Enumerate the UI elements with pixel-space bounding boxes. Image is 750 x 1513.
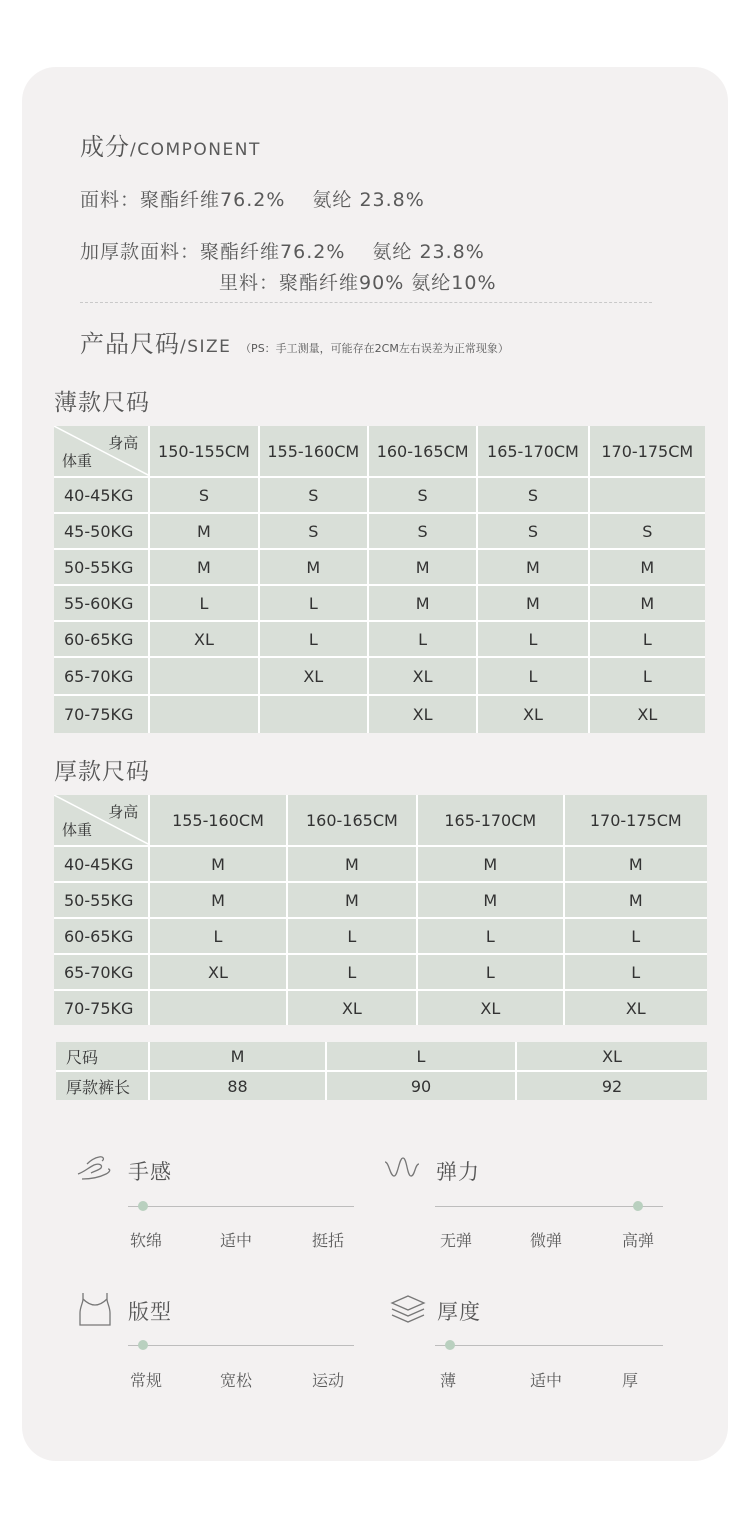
thin-header-row xyxy=(54,426,705,478)
thin-row xyxy=(54,658,705,696)
attribute-level-dot xyxy=(633,1201,643,1211)
thin-cell xyxy=(590,478,705,514)
attribute-slider-track xyxy=(128,1345,354,1346)
thick-col-header-3: 170-175CM xyxy=(565,795,707,847)
thin-cell: M xyxy=(478,586,589,622)
thin-cell: XL xyxy=(369,658,478,696)
attribute-slider-track xyxy=(128,1206,354,1207)
thin-cell: M xyxy=(369,586,478,622)
thin-row-header: 50-55KG xyxy=(54,550,150,586)
size-title-cn: 产品尺码 xyxy=(80,330,180,358)
thick-col-header-0: 155-160CM xyxy=(150,795,287,847)
size-note: （PS：手工测量，可能存在2CM左右误差为正常现象） xyxy=(240,342,509,355)
attribute-level-dot xyxy=(138,1340,148,1350)
attribute-option: 薄 xyxy=(440,1371,457,1390)
thick-cell: L xyxy=(565,919,707,955)
thick-row-header: 40-45KG xyxy=(54,847,150,883)
thin-cell: XL xyxy=(369,696,478,733)
attribute-slider-track xyxy=(435,1206,663,1207)
lining-value: 聚酯纤维90% 氨纶10% xyxy=(279,272,497,294)
attribute-level-dot xyxy=(138,1201,148,1211)
thick-cell: M xyxy=(288,883,418,919)
attribute-option: 高弹 xyxy=(622,1231,655,1250)
thick-cell: M xyxy=(288,847,418,883)
thin-row-header: 40-45KG xyxy=(54,478,150,514)
thin-corner-height: 身高 xyxy=(108,434,139,452)
length-length-value: 90 xyxy=(327,1072,517,1100)
size-title-en: /SIZE xyxy=(180,337,232,357)
thick-row-header: 60-65KG xyxy=(54,919,150,955)
thick-cell: XL xyxy=(565,991,707,1025)
thin-col-header-0: 150-155CM xyxy=(150,426,259,478)
thin-row-header: 60-65KG xyxy=(54,622,150,658)
thin-cell: S xyxy=(260,514,369,550)
attribute-option: 挺括 xyxy=(312,1231,345,1250)
thick-fabric-line xyxy=(80,237,485,264)
lining-line xyxy=(219,268,497,295)
thin-col-header-1: 155-160CM xyxy=(260,426,369,478)
thick-size-title: 厚款尺码 xyxy=(54,759,150,785)
thin-row-header: 65-70KG xyxy=(54,658,150,696)
thin-cell: XL xyxy=(150,622,259,658)
thin-cell: L xyxy=(260,622,369,658)
thick-row xyxy=(54,847,707,883)
thin-cell: XL xyxy=(260,658,369,696)
fabric-label: 面料： xyxy=(80,189,141,211)
thin-cell xyxy=(150,696,259,733)
attribute-title: 版型 xyxy=(128,1300,172,1324)
thick-cell: L xyxy=(150,919,287,955)
fit-icon xyxy=(75,1290,115,1332)
thick-cell: M xyxy=(565,847,707,883)
thick-cell: XL xyxy=(150,955,287,991)
thick-cell: M xyxy=(150,883,287,919)
divider xyxy=(80,302,652,303)
thin-cell: S xyxy=(478,514,589,550)
thick-cell: M xyxy=(150,847,287,883)
thick-cell: XL xyxy=(288,991,418,1025)
length-table-row xyxy=(56,1072,707,1100)
thin-corner-weight: 体重 xyxy=(62,452,93,470)
attribute-option: 软绵 xyxy=(130,1231,163,1250)
thin-cell: L xyxy=(369,622,478,658)
attribute-option: 运动 xyxy=(312,1371,345,1390)
attribute-option: 常规 xyxy=(130,1371,163,1390)
component-title-en: /COMPONENT xyxy=(130,140,261,160)
thin-cell: L xyxy=(478,658,589,696)
thick-fabric-value: 聚酯纤维76.2% 氨纶 23.8% xyxy=(200,241,485,263)
thin-size-table xyxy=(54,426,705,733)
lining-label: 里料： xyxy=(219,272,280,294)
thick-cell: L xyxy=(565,955,707,991)
thin-cell xyxy=(150,658,259,696)
thick-row xyxy=(54,955,707,991)
thick-row-header: 70-75KG xyxy=(54,991,150,1025)
thick-row-header: 50-55KG xyxy=(54,883,150,919)
thick-cell xyxy=(150,991,287,1025)
length-size-value: M xyxy=(150,1042,327,1072)
component-title-cn: 成分 xyxy=(80,133,130,161)
thin-cell: L xyxy=(260,586,369,622)
elasticity-icon xyxy=(382,1152,422,1188)
thin-row xyxy=(54,696,705,733)
thin-row xyxy=(54,550,705,586)
length-size-value: XL xyxy=(517,1042,707,1072)
thin-row xyxy=(54,586,705,622)
thin-row-header: 70-75KG xyxy=(54,696,150,733)
attribute-slider-track xyxy=(435,1345,663,1346)
thick-row xyxy=(54,919,707,955)
thin-cell: XL xyxy=(478,696,589,733)
thick-cell: M xyxy=(418,847,564,883)
attribute-option: 适中 xyxy=(530,1371,563,1390)
thick-row-header: 65-70KG xyxy=(54,955,150,991)
thick-cell: L xyxy=(418,955,564,991)
thin-cell: S xyxy=(260,478,369,514)
thin-cell: M xyxy=(150,550,259,586)
thin-col-header-2: 160-165CM xyxy=(369,426,478,478)
thin-row xyxy=(54,478,705,514)
thickness-icon xyxy=(388,1293,428,1331)
thick-cell: M xyxy=(418,883,564,919)
component-heading xyxy=(80,127,261,162)
attribute-option: 宽松 xyxy=(220,1371,253,1390)
thin-corner-cell xyxy=(54,426,150,478)
thin-col-header-4: 170-175CM xyxy=(590,426,705,478)
thick-cell: XL xyxy=(418,991,564,1025)
thick-corner-height: 身高 xyxy=(108,803,139,821)
thick-corner-weight: 体重 xyxy=(62,821,93,839)
length-table-row xyxy=(56,1042,707,1072)
thick-corner-cell xyxy=(54,795,150,847)
thick-fabric-label: 加厚款面料： xyxy=(80,241,201,263)
thin-cell: S xyxy=(150,478,259,514)
thin-cell: L xyxy=(150,586,259,622)
thin-row-header: 45-50KG xyxy=(54,514,150,550)
length-length-value: 88 xyxy=(150,1072,327,1100)
hand-feel-icon xyxy=(75,1152,115,1188)
thin-col-header-3: 165-170CM xyxy=(478,426,589,478)
length-size-value: L xyxy=(327,1042,517,1072)
thin-cell: M xyxy=(590,550,705,586)
thin-cell: L xyxy=(590,622,705,658)
attribute-option: 适中 xyxy=(220,1231,253,1250)
pants-length-table xyxy=(56,1042,707,1100)
thick-row xyxy=(54,991,707,1025)
thin-row xyxy=(54,622,705,658)
fabric-line xyxy=(80,185,425,212)
thin-cell: M xyxy=(590,586,705,622)
attribute-option: 微弹 xyxy=(530,1231,563,1250)
thick-size-table xyxy=(54,795,707,1025)
length-length-value: 92 xyxy=(517,1072,707,1100)
thick-cell: L xyxy=(288,919,418,955)
attribute-title: 手感 xyxy=(128,1160,172,1184)
thin-row-header: 55-60KG xyxy=(54,586,150,622)
attribute-title: 弹力 xyxy=(436,1160,480,1184)
attribute-option: 厚 xyxy=(622,1371,639,1390)
thin-size-title: 薄款尺码 xyxy=(54,390,150,416)
length-size-label: 尺码 xyxy=(56,1042,150,1072)
thin-cell: XL xyxy=(590,696,705,733)
thin-cell: S xyxy=(369,478,478,514)
thick-col-header-2: 165-170CM xyxy=(418,795,564,847)
thick-header-row xyxy=(54,795,707,847)
thick-row xyxy=(54,883,707,919)
size-heading xyxy=(80,324,509,359)
thin-cell: S xyxy=(369,514,478,550)
thin-cell: M xyxy=(260,550,369,586)
thin-cell: M xyxy=(478,550,589,586)
thin-cell xyxy=(260,696,369,733)
thick-cell: M xyxy=(565,883,707,919)
thin-row xyxy=(54,514,705,550)
attribute-title: 厚度 xyxy=(437,1300,481,1324)
length-length-label: 厚款裤长 xyxy=(56,1072,150,1100)
fabric-value: 聚酯纤维76.2% 氨纶 23.8% xyxy=(140,189,425,211)
thin-cell: S xyxy=(478,478,589,514)
thin-cell: S xyxy=(590,514,705,550)
attribute-option: 无弹 xyxy=(440,1231,473,1250)
attribute-level-dot xyxy=(445,1340,455,1350)
thin-cell: M xyxy=(150,514,259,550)
thick-cell: L xyxy=(418,919,564,955)
thin-cell: M xyxy=(369,550,478,586)
thick-cell: L xyxy=(288,955,418,991)
thick-col-header-1: 160-165CM xyxy=(288,795,418,847)
thin-cell: L xyxy=(478,622,589,658)
thin-cell: L xyxy=(590,658,705,696)
